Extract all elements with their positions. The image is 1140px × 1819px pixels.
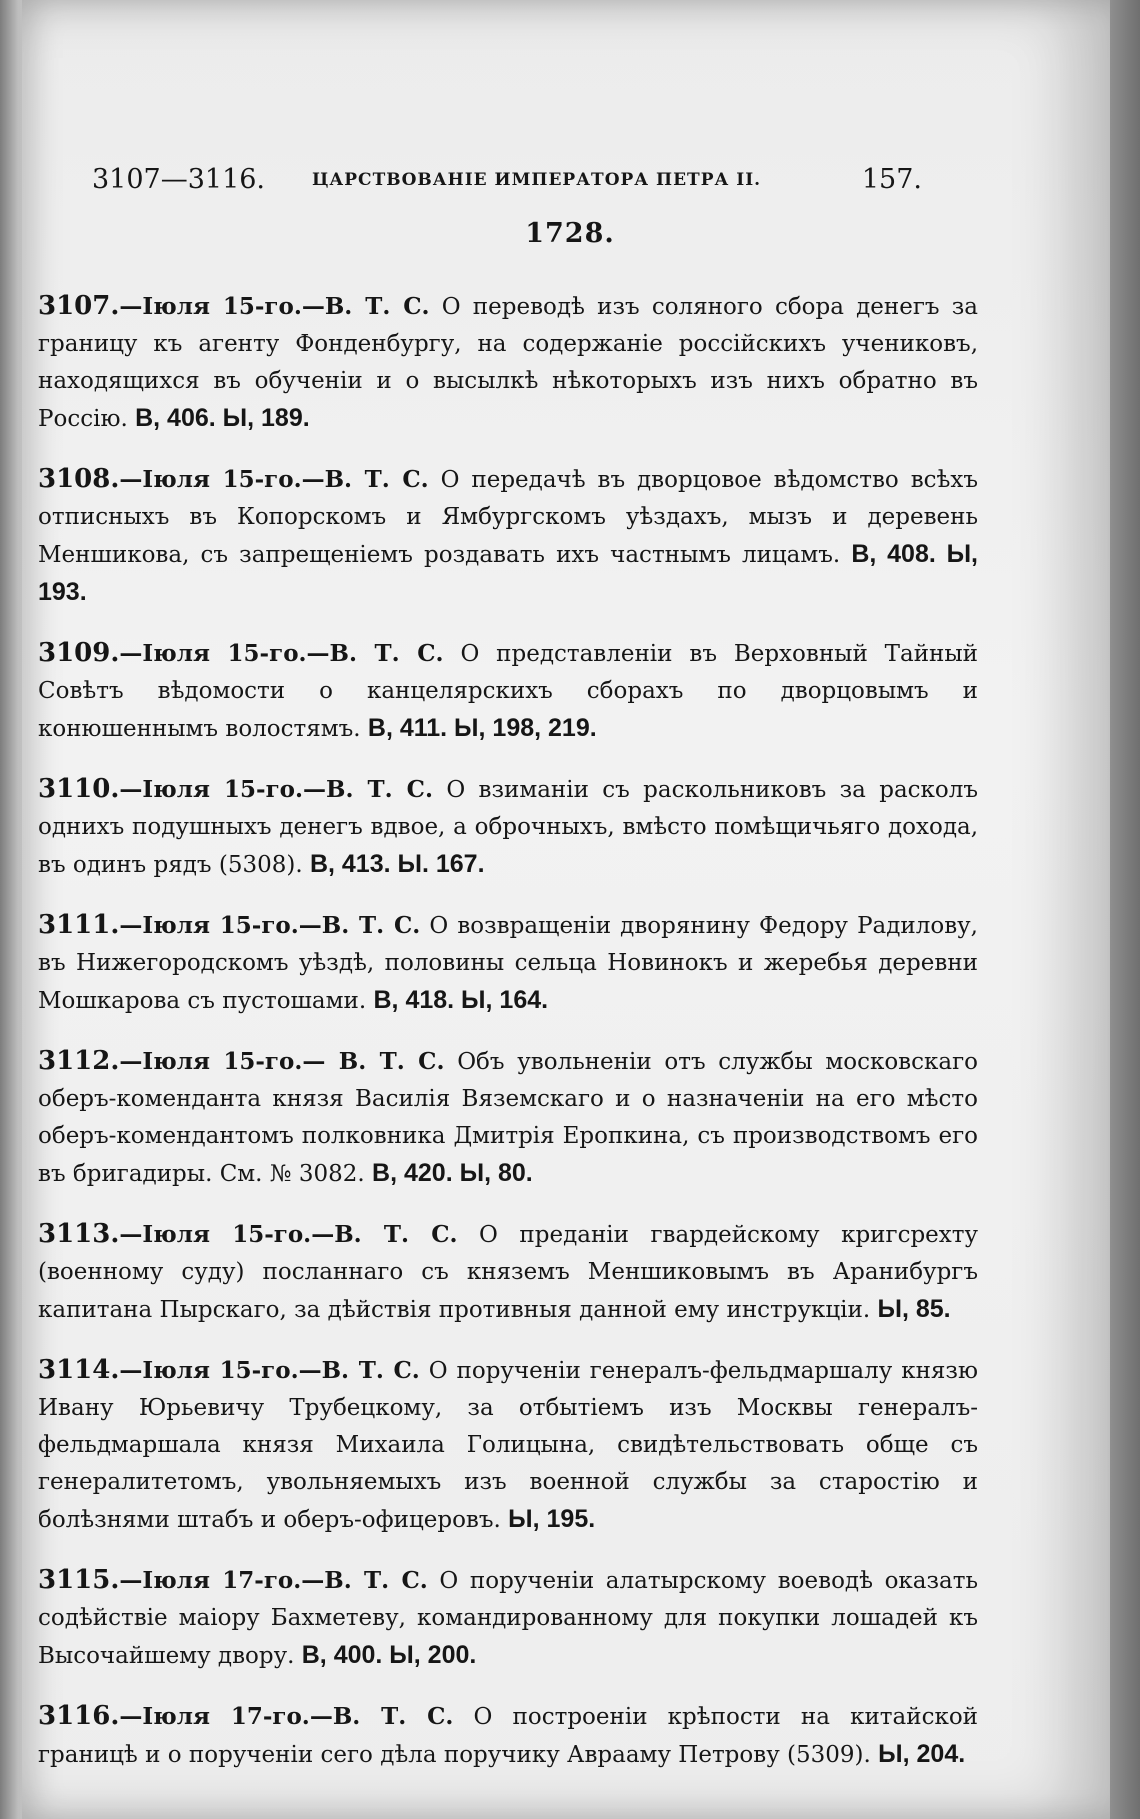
list-item-3107: [38, 288, 978, 438]
entry-text: О возвращеніи дворянину Федору Радилову, въ Нижегородскомъ уѣздѣ, половины сельца Новинокъ и жеребья деревни Мошкарова съ пустошами.: [38, 913, 978, 1014]
entry-date-header: —Іюля 17-го.—В. Т. С.: [119, 1567, 428, 1594]
entry-source: В, 411. Ы, 198, 219.: [367, 714, 597, 742]
entry-source: В, 413. Ы. 167.: [309, 850, 485, 878]
entry-date-header: —Іюля 15-го.—В. Т. С.: [119, 1221, 458, 1248]
list-item-3113: [38, 1216, 978, 1329]
running-header: [92, 164, 922, 198]
entry-text: Объ увольненіи отъ службы московскаго оберъ-коменданта князя Василія Вяземскаго и о назначеніи на его мѣсто оберъ-комендантомъ полковника Дмитрія Еропкина, съ производствомъ его въ бригадиры. См. № 3082.: [38, 1049, 978, 1187]
year-heading: 1728.: [525, 218, 615, 249]
entry-date-header: —Іюля 15-го.—В. Т. С.: [119, 640, 444, 667]
entry-source: В, 408. Ы, 193.: [38, 540, 978, 606]
entry-number: 3114.: [38, 1355, 120, 1385]
list-item-3116: [38, 1698, 978, 1774]
entry-date-header: —Іюля 15-го.—В. Т. С.: [119, 912, 421, 939]
entry-source: В, 406. Ы, 189.: [135, 404, 310, 432]
page-number: 157.: [861, 164, 922, 195]
entry-text: О переводѣ изъ соляного сбора денегъ за границу къ агенту Фонденбургу, на содержаніе россійскихъ учениковъ, находящихся въ обученіи и о высылкѣ нѣкоторыхъ изъ нихъ обратно въ Россію.: [38, 294, 979, 432]
entry-source: Ы, 204.: [878, 1740, 966, 1768]
entry-text: О построеніи крѣпости на китайской границѣ и о порученіи сего дѣла поручику Аврааму Петрову (5309).: [38, 1704, 979, 1768]
entry-number: 3108.: [38, 464, 120, 494]
entry-text: О передачѣ въ дворцовое вѣдомство всѣхъ отписныхъ въ Копорскомъ и Ямбургскомъ уѣздахъ, мызъ и деревень Меншикова, съ запрещеніемъ роздавать ихъ частнымъ лицамъ.: [38, 467, 978, 568]
entry-date-header: —Іюля 15-го.—В. Т. С.: [119, 1357, 420, 1384]
entry-number: 3115.: [38, 1565, 120, 1595]
entry-source: Ы, 195.: [508, 1505, 596, 1533]
entry-source: В, 418. Ы, 164.: [373, 986, 549, 1014]
entry-range: 3107—3116.: [92, 164, 266, 195]
list-item-3109: [38, 635, 978, 748]
entry-text: О представленіи въ Верховный Тайный Совѣтъ вѣдомости о канцелярскихъ сборахъ по дворцовымъ и конюшеннымъ волостямъ.: [38, 641, 979, 742]
entry-text: О взиманіи съ раскольниковъ за расколъ однихъ подушныхъ денегъ вдвое, а оброчныхъ, вмѣсто помѣщичьяго дохода, въ одинъ рядъ (5308).: [38, 777, 979, 878]
running-title: ЦАРСТВОВАНІЕ ИМПЕРАТОРА ПЕТРА II.: [312, 170, 762, 190]
list-item-3110: [38, 771, 978, 884]
entry-date-header: —Іюля 15-го.—В. Т. С.: [119, 776, 433, 803]
entry-date-header: —Іюля 17-го.—В. Т. С.: [119, 1703, 454, 1730]
entry-number: 3110.: [38, 774, 120, 804]
entry-source: В, 420. Ы, 80.: [372, 1159, 533, 1187]
entry-list: [38, 265, 978, 1797]
entry-number: 3107.: [38, 291, 120, 321]
entry-number: 3111.: [38, 910, 120, 940]
entry-text: О порученіи алатырскому воеводѣ оказать содѣйствіе маіору Бахметеву, командированному для покупки лошадей къ Высочайшему двору.: [38, 1568, 979, 1669]
entry-source: Ы, 85.: [877, 1295, 951, 1323]
entry-number: 3109.: [38, 638, 120, 668]
entry-date-header: —Іюля 15-го.— В. Т. С.: [119, 1048, 445, 1075]
entry-text: О порученіи генералъ-фельдмаршалу князю Ивану Юрьевичу Трубецкому, за отбытіемъ изъ Москвы генералъ-фельдмаршала князя Михаила Голицына, свидѣтельствовать обще съ генералитетомъ, увольняемыхъ изъ военной службы за старостію и болѣзнями штабъ и оберъ-офицеровъ.: [38, 1358, 978, 1533]
entry-number: 3112.: [38, 1046, 120, 1076]
list-item-3111: [38, 907, 978, 1020]
entry-date-header: —Іюля 15-го.—В. Т. С.: [119, 293, 430, 320]
entry-text: О преданіи гвардейскому кригсрехту (военному суду) посланнаго съ княземъ Меншиковымъ въ Аранибургъ капитана Пырскаго, за дѣйствія противныя данной ему инструкціи.: [38, 1222, 979, 1323]
list-item-3115: [38, 1562, 978, 1675]
entry-number: 3113.: [38, 1219, 120, 1249]
list-item-3108: [38, 461, 978, 612]
entry-source: В, 400. Ы, 200.: [301, 1641, 477, 1669]
list-item-3112: [38, 1043, 978, 1193]
entry-number: 3116.: [38, 1701, 120, 1731]
entry-date-header: —Іюля 15-го.—В. Т. С.: [119, 466, 429, 493]
list-item-3114: [38, 1352, 978, 1539]
